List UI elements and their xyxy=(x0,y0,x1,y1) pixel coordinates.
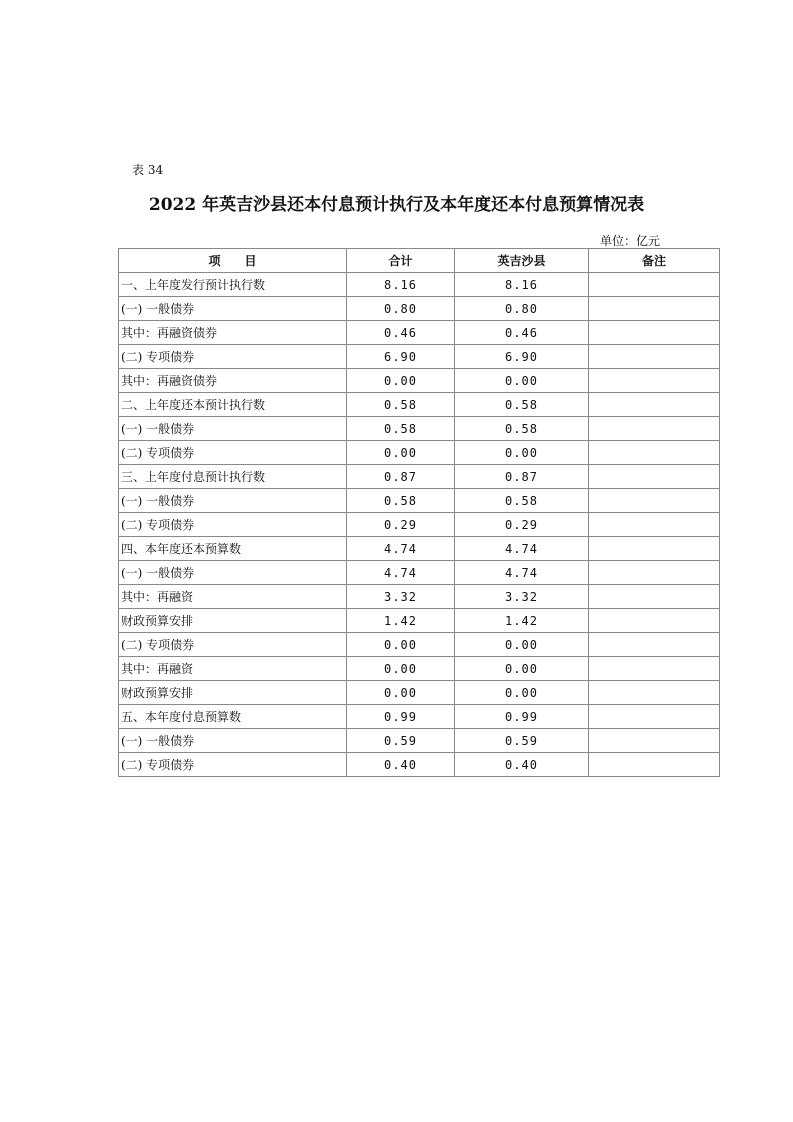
row-total-cell: 8.16 xyxy=(347,273,455,297)
row-note-cell xyxy=(589,537,720,561)
row-total-cell: 0.46 xyxy=(347,321,455,345)
row-county-cell: 0.59 xyxy=(455,729,589,753)
row-total-cell: 3.32 xyxy=(347,585,455,609)
table-row xyxy=(119,489,720,513)
row-item-cell: (二) 专项债券 xyxy=(119,753,347,777)
row-total-cell: 0.80 xyxy=(347,297,455,321)
table-row xyxy=(119,705,720,729)
table-row xyxy=(119,657,720,681)
table-row xyxy=(119,417,720,441)
row-note-cell xyxy=(589,561,720,585)
row-note-cell xyxy=(589,585,720,609)
row-item-cell: (一) 一般债券 xyxy=(119,729,347,753)
row-note-cell xyxy=(589,297,720,321)
row-county-cell: 8.16 xyxy=(455,273,589,297)
row-item-cell: 财政预算安排 xyxy=(119,681,347,705)
row-county-cell: 0.00 xyxy=(455,633,589,657)
row-note-cell xyxy=(589,321,720,345)
row-note-cell xyxy=(589,465,720,489)
debt-service-table xyxy=(118,248,720,777)
row-note-cell xyxy=(589,609,720,633)
table-row xyxy=(119,537,720,561)
row-total-cell: 0.00 xyxy=(347,657,455,681)
row-county-cell: 0.58 xyxy=(455,417,589,441)
row-item-cell: (一) 一般债券 xyxy=(119,561,347,585)
row-item-cell: (一) 一般债券 xyxy=(119,297,347,321)
row-total-cell: 4.74 xyxy=(347,537,455,561)
table-row xyxy=(119,465,720,489)
row-county-cell: 0.00 xyxy=(455,441,589,465)
row-county-cell: 0.00 xyxy=(455,657,589,681)
row-total-cell: 0.59 xyxy=(347,729,455,753)
row-item-cell: (一) 一般债券 xyxy=(119,489,347,513)
unit-note: 单位：亿元 xyxy=(600,234,661,248)
row-county-cell: 0.80 xyxy=(455,297,589,321)
row-note-cell xyxy=(589,489,720,513)
row-county-cell: 0.99 xyxy=(455,705,589,729)
row-item-cell: 五、本年度付息预算数 xyxy=(119,705,347,729)
row-total-cell: 1.42 xyxy=(347,609,455,633)
row-note-cell xyxy=(589,393,720,417)
row-county-cell: 3.32 xyxy=(455,585,589,609)
row-item-cell: (一) 一般债券 xyxy=(119,417,347,441)
row-note-cell xyxy=(589,753,720,777)
row-county-cell: 0.00 xyxy=(455,369,589,393)
row-total-cell: 0.00 xyxy=(347,681,455,705)
row-item-cell: 三、上年度付息预计执行数 xyxy=(119,465,347,489)
row-item-cell: 财政预算安排 xyxy=(119,609,347,633)
row-county-cell: 0.87 xyxy=(455,465,589,489)
row-county-cell: 0.46 xyxy=(455,321,589,345)
row-note-cell xyxy=(589,273,720,297)
row-county-cell: 0.40 xyxy=(455,753,589,777)
table-row xyxy=(119,729,720,753)
table-row xyxy=(119,297,720,321)
row-total-cell: 0.87 xyxy=(347,465,455,489)
table-body xyxy=(119,273,720,777)
table-row xyxy=(119,609,720,633)
row-total-cell: 0.58 xyxy=(347,417,455,441)
row-total-cell: 0.29 xyxy=(347,513,455,537)
row-note-cell xyxy=(589,345,720,369)
table-row xyxy=(119,345,720,369)
row-county-cell: 1.42 xyxy=(455,609,589,633)
row-note-cell xyxy=(589,369,720,393)
row-item-cell: 其中：再融资债券 xyxy=(119,369,347,393)
table-header-row xyxy=(119,249,720,273)
table-row xyxy=(119,273,720,297)
row-county-cell: 0.29 xyxy=(455,513,589,537)
row-item-cell: (二) 专项债券 xyxy=(119,345,347,369)
table-row xyxy=(119,441,720,465)
column-header-note: 备注 xyxy=(589,249,720,273)
table-row xyxy=(119,633,720,657)
table-row xyxy=(119,369,720,393)
row-item-cell: 其中：再融资债券 xyxy=(119,321,347,345)
table-row xyxy=(119,585,720,609)
row-note-cell xyxy=(589,513,720,537)
table-number-label: 表 34 xyxy=(132,163,164,177)
row-item-cell: 四、本年度还本预算数 xyxy=(119,537,347,561)
row-total-cell: 4.74 xyxy=(347,561,455,585)
row-total-cell: 0.58 xyxy=(347,393,455,417)
row-total-cell: 0.40 xyxy=(347,753,455,777)
row-note-cell xyxy=(589,705,720,729)
row-note-cell xyxy=(589,657,720,681)
table-row xyxy=(119,393,720,417)
row-note-cell xyxy=(589,633,720,657)
row-note-cell xyxy=(589,441,720,465)
row-item-cell: 二、上年度还本预计执行数 xyxy=(119,393,347,417)
row-county-cell: 6.90 xyxy=(455,345,589,369)
row-total-cell: 0.99 xyxy=(347,705,455,729)
row-total-cell: 6.90 xyxy=(347,345,455,369)
row-county-cell: 0.00 xyxy=(455,681,589,705)
column-header-total: 合计 xyxy=(347,249,455,273)
column-header-county: 英吉沙县 xyxy=(455,249,589,273)
row-item-cell: (二) 专项债券 xyxy=(119,441,347,465)
row-item-cell: 其中：再融资 xyxy=(119,585,347,609)
table-row xyxy=(119,681,720,705)
row-county-cell: 4.74 xyxy=(455,537,589,561)
row-item-cell: 其中：再融资 xyxy=(119,657,347,681)
row-county-cell: 0.58 xyxy=(455,489,589,513)
row-total-cell: 0.00 xyxy=(347,441,455,465)
row-item-cell: 一、上年度发行预计执行数 xyxy=(119,273,347,297)
row-item-cell: (二) 专项债券 xyxy=(119,513,347,537)
column-header-item: 项 目 xyxy=(119,249,347,273)
table-row xyxy=(119,321,720,345)
row-total-cell: 0.58 xyxy=(347,489,455,513)
row-item-cell: (二) 专项债券 xyxy=(119,633,347,657)
row-note-cell xyxy=(589,417,720,441)
row-note-cell xyxy=(589,729,720,753)
table-row xyxy=(119,561,720,585)
row-note-cell xyxy=(589,681,720,705)
table-row xyxy=(119,513,720,537)
row-total-cell: 0.00 xyxy=(347,369,455,393)
document-title: 2022 年英吉沙县还本付息预计执行及本年度还本付息预算情况表 xyxy=(148,195,645,215)
table-row xyxy=(119,753,720,777)
row-county-cell: 0.58 xyxy=(455,393,589,417)
row-total-cell: 0.00 xyxy=(347,633,455,657)
row-county-cell: 4.74 xyxy=(455,561,589,585)
